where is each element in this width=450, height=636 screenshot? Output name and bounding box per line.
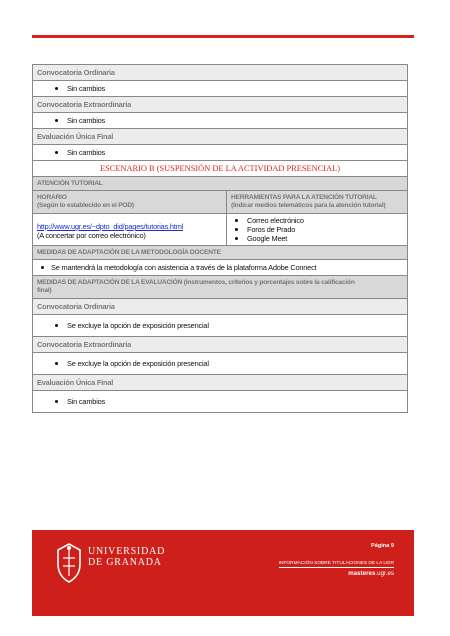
bullet-icon — [55, 400, 58, 403]
horario-note: (A concertar por correo electrónico) — [37, 231, 146, 240]
section-title-extraordinaria: Convocatoria Extraordinaria — [33, 97, 407, 113]
list-item: Sin cambios — [33, 81, 407, 97]
tutorial-header-row — [33, 191, 407, 214]
tools-list — [227, 214, 407, 245]
list-item: Correo electrónico — [247, 216, 403, 225]
list-item: Se mantendrá la metodología con asistencia a través de la plataforma Adobe Connect — [33, 260, 407, 276]
list-item: Sin cambios — [33, 113, 407, 129]
site-url[interactable]: masteres.ugr.es — [348, 570, 394, 577]
metodologia-title: MEDIDAS DE ADAPTACIÓN DE LA METODOLOGÍA DOCENTE — [33, 246, 407, 260]
horario-cell — [33, 214, 227, 245]
scenario-b-title: ESCENARIO B (SUSPENSIÓN DE LA ACTIVIDAD PRESENCIAL) — [33, 161, 407, 177]
section-title-extraordinaria-b: Convocatoria Extraordinaria — [33, 337, 407, 353]
header-rule — [32, 35, 414, 38]
page-number: Página 9 — [370, 543, 394, 549]
tutorial-title: ATENCIÓN TUTORIAL — [33, 177, 407, 191]
list-item: Se excluye la opción de exposición presencial — [33, 315, 407, 337]
bullet-icon — [55, 151, 58, 154]
university-crest-icon — [54, 542, 84, 584]
bullet-icon — [235, 237, 238, 240]
list-item: Sin cambios — [33, 145, 407, 161]
tutorial-content-row — [33, 214, 407, 246]
section-title-unica: Evaluación Única Final — [33, 129, 407, 145]
section-title-unica-b: Evaluación Única Final — [33, 375, 407, 391]
bullet-icon — [55, 87, 58, 90]
bullet-icon — [55, 362, 58, 365]
section-title-ordinaria: Convocatoria Ordinaria — [33, 65, 407, 81]
bullet-icon — [235, 228, 238, 231]
section-title-ordinaria-b: Convocatoria Ordinaria — [33, 299, 407, 315]
page-footer — [32, 530, 414, 616]
bullet-icon — [235, 219, 238, 222]
herramientas-header: HERRAMIENTAS PARA LA ATENCIÓN TUTORIAL (Indicar medios telemáticos para la atención tutorial) — [227, 191, 407, 213]
tutorias-link[interactable]: http://www.ugr.es/~dpto_did/pages/tutorias.html — [37, 222, 184, 231]
list-item: Foros de Prado — [247, 225, 403, 234]
evaluacion-title: MEDIDAS DE ADAPTACIÓN DE LA EVALUACIÓN (Instrumentos, criterios y porcentajes sobre la calificación final) — [33, 276, 407, 299]
list-item: Google Meet — [247, 234, 403, 243]
list-item: Sin cambios — [33, 391, 407, 412]
university-name: UNIVERSIDAD DE GRANADA — [88, 546, 166, 568]
guide-table — [32, 64, 408, 413]
bullet-icon — [41, 266, 44, 269]
bullet-icon — [55, 324, 58, 327]
horario-header: HORARIO (Según lo establecido en el POD) — [33, 191, 227, 213]
titulaciones-info: INFORMACIÓN SOBRE TITULACIONES DE LA UGR — [278, 561, 394, 566]
list-item: Se excluye la opción de exposición presencial — [33, 353, 407, 375]
bullet-icon — [55, 119, 58, 122]
